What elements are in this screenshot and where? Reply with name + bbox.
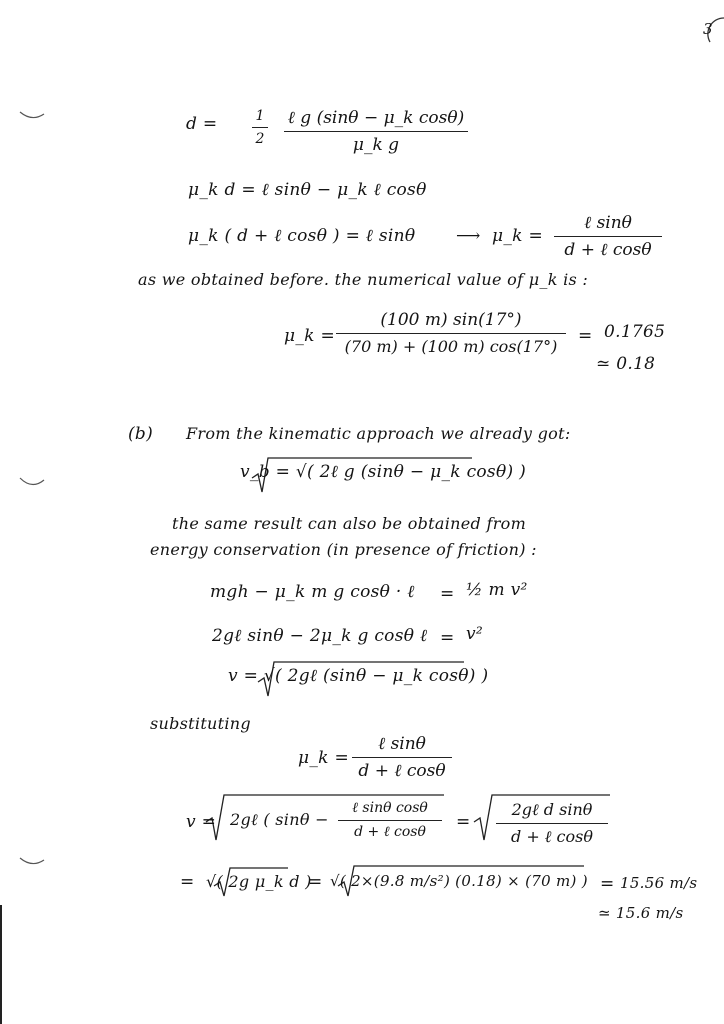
half-denominator: 2	[255, 131, 265, 147]
eq-vb-kinematic: v_b = √( 2ℓ g (sinθ − μ_k cosθ) )	[240, 462, 527, 482]
fraction-bar	[284, 131, 468, 132]
eq-energy-rhs: ½ m v²	[466, 580, 528, 600]
eq-muk-num-fraction	[336, 310, 566, 356]
eq-final-fraction	[496, 800, 608, 847]
eq-energy2-rhs: v²	[466, 624, 484, 644]
eq-muk-fraction	[554, 213, 662, 260]
equals-sign: =	[578, 326, 593, 346]
text-energy-conservation: energy conservation (in presence of friction) :	[150, 540, 537, 559]
eq-final-inner-numerator: ℓ sinθ cosθ	[352, 800, 428, 816]
eq-sub-denominator: d + ℓ cosθ	[358, 761, 446, 781]
fraction-bar	[338, 820, 442, 821]
eq-energy2-lhs: 2gℓ sinθ − 2μ_k g cosθ ℓ	[212, 626, 428, 646]
half-fraction	[252, 108, 268, 147]
fraction-bar	[252, 127, 268, 128]
eq-d-fraction	[284, 108, 468, 155]
text-same-result: the same result can also be obtained from	[172, 514, 527, 533]
eq-sub-lhs: μ_k =	[298, 748, 349, 768]
binder-hole-mark	[20, 112, 44, 118]
equals-sign: =	[180, 872, 195, 892]
eq-d-numerator: ℓ g (sinθ − μ_k cosθ)	[287, 108, 465, 128]
eq-sqrt-2gmukd: √( 2g μ_k d )	[206, 872, 312, 891]
equals-sign: =	[440, 584, 455, 604]
eq-muk-num-numerator: (100 m) sin(17°)	[380, 310, 522, 330]
eq-muk-numerator: ℓ sinθ	[584, 213, 632, 233]
eq-muk-num-lhs: μ_k =	[284, 326, 335, 346]
eq-muk-d: μ_k d = ℓ sinθ − μ_k ℓ cosθ	[188, 180, 427, 200]
binder-hole-mark	[20, 858, 44, 864]
equals-sign: =	[456, 812, 471, 832]
page-number: 3	[703, 20, 713, 38]
eq-final-denominator: d + ℓ cosθ	[510, 827, 593, 846]
speed-approx: ≃ 15.6 m/s	[598, 904, 684, 922]
equals-sign: =	[308, 872, 323, 892]
part-b-label: (b)	[128, 424, 154, 444]
muk-value: 0.1765	[604, 322, 666, 342]
eq-numeric-sqrt: √( 2×(9.8 m/s²) (0.18) × (70 m) )	[330, 872, 588, 890]
fraction-bar	[496, 823, 608, 824]
arrow: ⟶	[456, 226, 481, 246]
eq-final-numerator: 2gℓ d sinθ	[511, 800, 593, 819]
eq-d-denominator: μ_k g	[352, 135, 400, 155]
eq-v-energy: v = √( 2gℓ (sinθ − μ_k cosθ) )	[228, 666, 489, 686]
speed-value: 15.56 m/s	[620, 874, 698, 892]
equals-sign: =	[600, 874, 615, 894]
eq-muk-lhs: μ_k =	[492, 226, 543, 246]
eq-muk-denominator: d + ℓ cosθ	[564, 240, 652, 260]
fraction-bar	[554, 236, 662, 237]
eq-final-inner-fraction	[338, 800, 442, 841]
eq-sub-fraction	[352, 734, 452, 781]
half-numerator: 1	[255, 108, 265, 124]
eq-final-inner: 2gℓ ( sinθ −	[230, 810, 329, 829]
fraction-bar	[336, 333, 566, 334]
equals-sign: =	[440, 628, 455, 648]
muk-approx: ≃ 0.18	[596, 354, 656, 374]
binder-hole-mark	[20, 478, 44, 485]
eq-d-lhs: d =	[186, 114, 218, 134]
part-b-text: From the kinematic approach we already got:	[186, 424, 571, 443]
fraction-bar	[352, 757, 452, 758]
eq-final-inner-denominator: d + ℓ cosθ	[354, 824, 426, 840]
eq-muk-num-denominator: (70 m) + (100 m) cos(17°)	[344, 337, 558, 356]
text-substituting: substituting	[150, 714, 251, 733]
text-as-obtained: as we obtained before. the numerical value of μ_k is :	[138, 270, 589, 289]
eq-energy-lhs: mgh − μ_k m g cosθ · ℓ	[210, 582, 415, 602]
eq-final-lhs: v =	[186, 812, 217, 832]
eq-muk-factored: μ_k ( d + ℓ cosθ ) = ℓ sinθ	[188, 226, 416, 246]
eq-sub-numerator: ℓ sinθ	[378, 734, 426, 754]
